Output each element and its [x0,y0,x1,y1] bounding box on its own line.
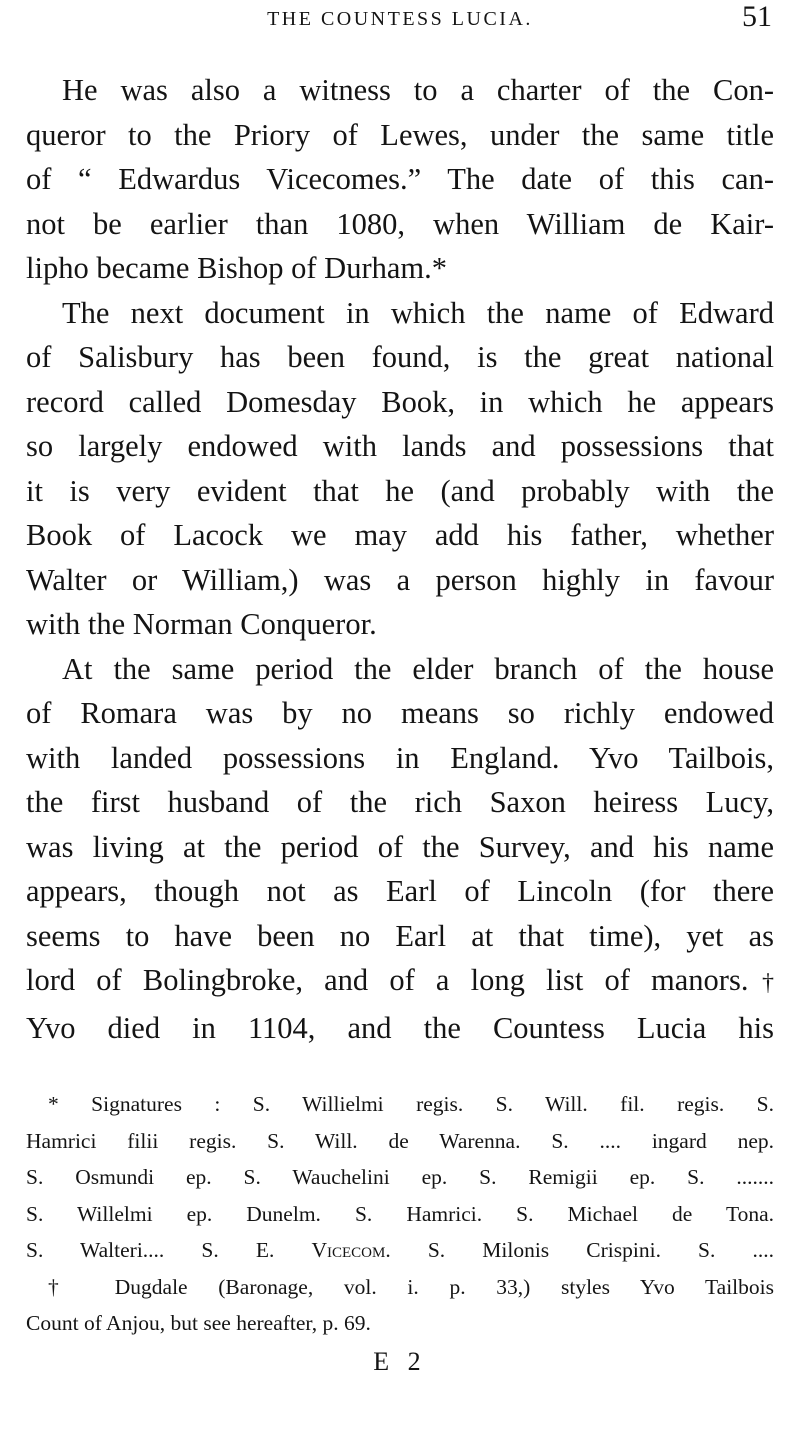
text-line: of “ Edwardus Vicecomes.” The date of this can- [26,162,774,196]
text-line: not be earlier than 1080, when William de Kair- [26,206,774,241]
text-line: He was also a witness to a charter of the Con- [62,73,774,107]
page-number: 51 [742,0,772,33]
text-line: Yvo died in 1104, and the Countess Lucia his [26,1010,774,1045]
text-line [26,958,774,1006]
text-line: At the same period the elder branch of the house [62,651,774,686]
text-line: appears, though not as Earl of Lincoln (for there [26,874,774,908]
text-line: seems to have been no Earl at that time), yet as [26,918,774,953]
text-line: of Salisbury has been found, is the great national [26,340,774,374]
text-line: The next document in which the name of Edward [62,295,774,330]
text-line: record called Domesday Book, in which he appears [26,384,774,419]
text-line: queror to the Priory of Lewes, under the same title [26,117,774,152]
footnote-text: S. Milonis Crispini. S. .... [390,1238,774,1262]
body-text [26,68,774,1050]
text-line: with the Norman Conqueror. [26,607,377,641]
page-header [26,0,774,44]
text-line-content: lord of Bolingbroke, and of a long list of manors. [26,963,749,997]
footnote-line: S. Willelmi ep. Dunelm. S. Hamrici. S. Michael de Tona. [26,1201,774,1226]
footnote-text: S. Walteri.... S. E. [26,1238,312,1262]
footnote-line: Hamrici filii regis. S. Will. de Warenna. S. .... ingard nep. [26,1128,774,1153]
footnote-line: † Dugdale (Baronage, vol. i. p. 33,) styles Yvo Tailbois [48,1274,774,1299]
footnote-ref-dagger: † [748,970,775,996]
signature-mark: E 2 [373,1347,427,1376]
text-line: Book of Lacock we may add his father, whether [26,518,774,552]
footnote-line: * Signatures : S. Willielmi regis. S. Will. fil. regis. S. [48,1092,774,1116]
footnote-line: Count of Anjou, but see hereafter, p. 69. [26,1311,371,1335]
text-line: it is very evident that he (and probably with the [26,473,774,508]
text-line: lipho became Bishop of Durham.* [26,251,447,285]
text-line: was living at the period of the Survey, and his name [26,829,774,864]
footnote-smallcaps-text: Vicecom. [311,1238,391,1262]
running-title: THE COUNTESS LUCIA. [267,8,533,30]
text-line: the first husband of the rich Saxon heiress Lucy, [26,785,774,819]
footnote-line [26,1232,774,1269]
text-line: Walter or William,) was a person highly in favour [26,562,774,597]
text-line: with landed possessions in England. Yvo Tailbois, [26,740,774,775]
text-line: of Romara was by no means so richly endowed [26,696,774,730]
footnotes [26,1086,774,1342]
footnote-line: S. Osmundi ep. S. Wauchelini ep. S. Remigii ep. S. ....... [26,1165,774,1189]
text-line: so largely endowed with lands and possessions that [26,429,774,463]
